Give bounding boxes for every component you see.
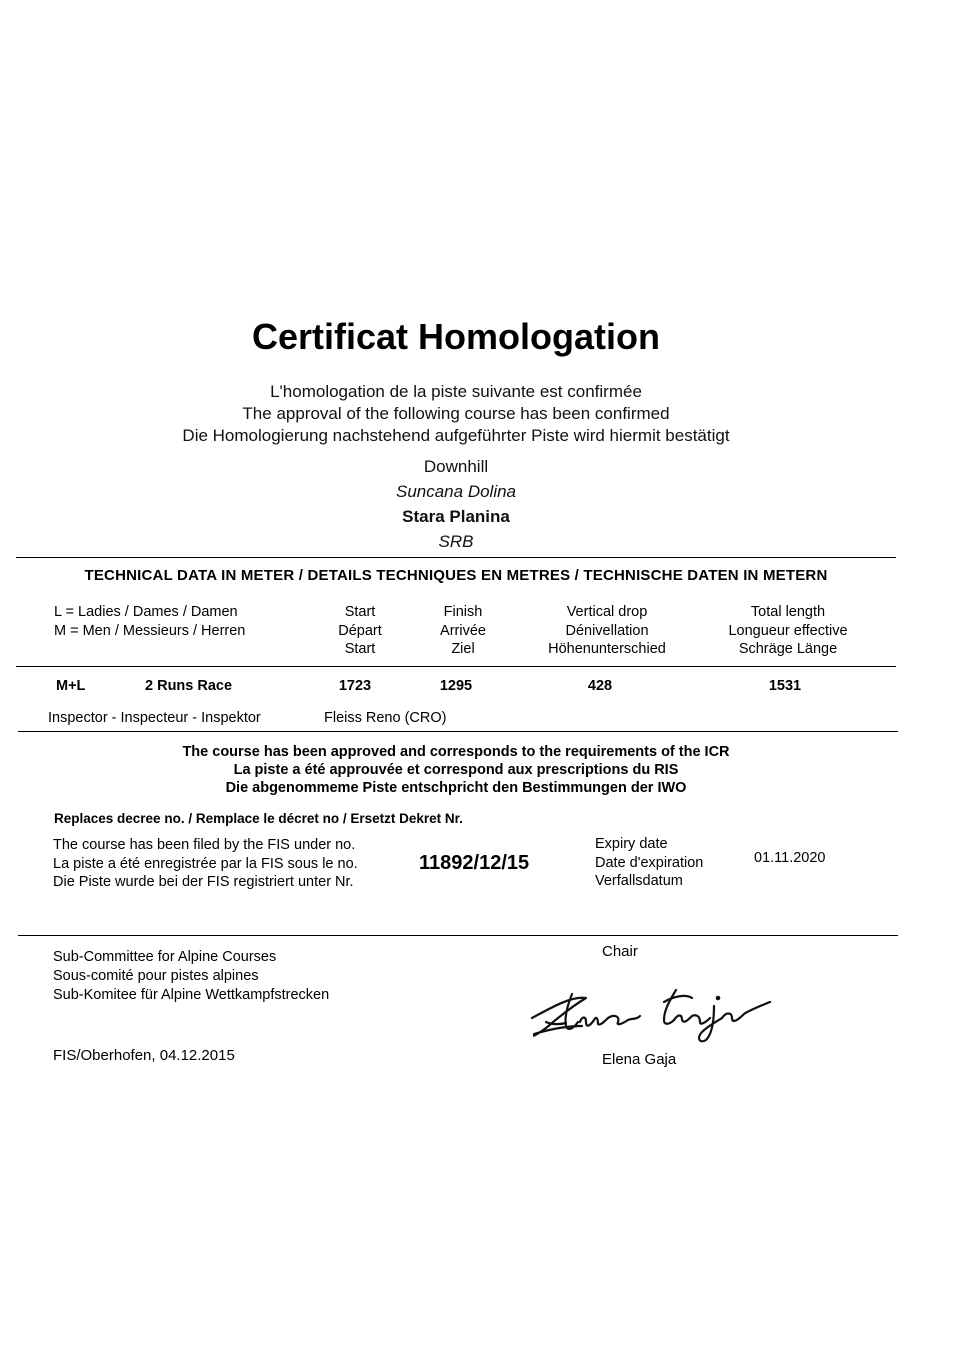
column-start-fr: Départ [338, 622, 382, 639]
row-start: 1723 [338, 678, 372, 694]
filed-en: The course has been filed by the FIS under no. [53, 837, 356, 853]
confirmation-de: Die Homologierung nachstehend aufgeführter Piste wird hiermit bestätigt [182, 426, 730, 445]
replaces-decree: Replaces decree no. / Remplace le décret no / Ersetzt Dekret Nr. [54, 811, 463, 826]
approval-de: Die abgenommeme Piste entschpricht den Bestimmungen der IWO [225, 780, 687, 796]
certificate-title: Certificat Homologation [251, 316, 660, 357]
column-vertical-drop-de: Höhenunterschied [548, 641, 666, 657]
column-start-de: Start [344, 641, 376, 657]
column-finish-en: Finish [443, 604, 483, 620]
filed-fr: La piste a été enregistrée par la FIS sous le no. [53, 855, 358, 872]
row-race-type: 2 Runs Race [145, 678, 233, 694]
expiry-label-en: Expiry date [595, 836, 668, 852]
row-total-length: 1531 [768, 678, 802, 694]
registration-number: 11892/12/15 [419, 852, 530, 874]
approval-fr: La piste a été approuvée et correspond aux prescriptions du RIS [233, 762, 679, 778]
filed-de: Die Piste wurde bei der FIS registriert unter Nr. [53, 874, 354, 890]
inspector-label: Inspector - Inspecteur - Inspektor [48, 710, 261, 726]
column-total-length-de: Schräge Länge [738, 641, 838, 657]
signature-image [524, 976, 784, 1046]
column-total-length-fr: Longueur effective [728, 622, 848, 639]
committee-block [53, 948, 329, 1005]
technical-heading: TECHNICAL DATA IN METER / DETAILS TECHNIQUES EN METRES / TECHNISCHE DATEN IN METERN [84, 567, 828, 584]
divider-approval [18, 731, 898, 732]
nation-code: SRB [438, 532, 474, 551]
column-finish-de: Ziel [451, 641, 475, 657]
place-date: FIS/Oberhofen, 04.12.2015 [53, 1047, 235, 1064]
filed-statement [53, 836, 358, 892]
confirmation-en: The approval of the following course has been confirmed [242, 404, 670, 423]
expiry-labels [595, 835, 703, 891]
divider-header [16, 666, 896, 667]
column-start-en: Start [344, 604, 376, 620]
approval-en: The course has been approved and corresponds to the requirements of the ICR [182, 744, 730, 760]
expiry-label-fr: Date d'expiration [595, 854, 704, 871]
legend-men: M = Men / Messieurs / Herren [54, 623, 246, 639]
expiry-label-de: Verfallsdatum [595, 873, 683, 889]
column-total-length-en: Total length [750, 604, 826, 620]
column-vertical-drop-fr: Dénivellation [565, 622, 649, 639]
committee-fr: Sous-comité pour pistes alpines [53, 968, 259, 984]
expiry-date: 01.11.2020 [754, 850, 826, 866]
row-vertical-drop: 428 [587, 678, 613, 694]
course-name: Suncana Dolina [395, 482, 517, 501]
confirmation-fr: L'homologation de la piste suivante est confirmée [270, 382, 642, 401]
discipline: Downhill [423, 457, 489, 476]
committee-de: Sub-Komitee für Alpine Wettkampfstrecken [53, 987, 330, 1003]
column-vertical-drop-en: Vertical drop [566, 604, 648, 620]
inspector-name: Fleiss Reno (CRO) [324, 710, 447, 726]
column-finish [413, 603, 513, 659]
chair-name: Elena Gaja [602, 1051, 677, 1068]
legend-ladies: L = Ladies / Dames / Damen [54, 604, 238, 620]
row-finish: 1295 [439, 678, 473, 694]
divider-top [16, 557, 896, 558]
chair-label: Chair [602, 943, 638, 960]
column-finish-fr: Arrivée [440, 622, 486, 639]
column-start [310, 603, 410, 659]
committee-en: Sub-Committee for Alpine Courses [53, 949, 277, 965]
resort-name: Stara Planina [402, 507, 510, 526]
divider-footer [18, 935, 898, 936]
row-category: M+L [56, 678, 86, 694]
column-vertical-drop [527, 603, 687, 659]
column-total-length [708, 603, 868, 659]
